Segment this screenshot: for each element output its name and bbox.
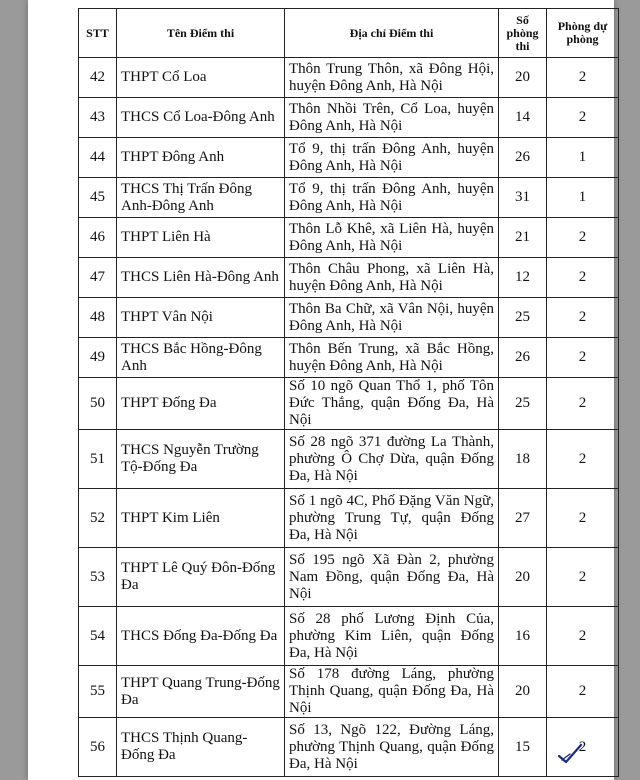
row-site-address: Thôn Châu Phong, xã Liên Hà, huyện Đông Anh, Hà Nội bbox=[285, 258, 499, 298]
row-room-count: 27 bbox=[499, 489, 547, 548]
row-site-address: Số 195 ngõ Xã Đàn 2, phường Nam Đồng, quận Đống Đa, Hà Nội bbox=[285, 548, 499, 607]
row-reserve-count: 2 bbox=[547, 258, 619, 298]
row-room-count: 26 bbox=[499, 138, 547, 178]
row-reserve-count: 2 bbox=[547, 338, 619, 378]
row-stt: 43 bbox=[79, 98, 117, 138]
row-room-count: 18 bbox=[499, 430, 547, 489]
table-row bbox=[79, 548, 619, 607]
exam-site-table bbox=[78, 8, 619, 777]
row-stt: 51 bbox=[79, 430, 117, 489]
row-room-count: 15 bbox=[499, 718, 547, 777]
row-room-count: 21 bbox=[499, 218, 547, 258]
table-row bbox=[79, 98, 619, 138]
row-stt: 53 bbox=[79, 548, 117, 607]
table-row bbox=[79, 218, 619, 258]
row-room-count: 12 bbox=[499, 258, 547, 298]
row-site-name: THPT Vân Nội bbox=[117, 298, 285, 338]
row-site-name: THCS Đống Đa-Đống Đa bbox=[117, 607, 285, 666]
table-row bbox=[79, 178, 619, 218]
row-room-count: 25 bbox=[499, 378, 547, 430]
row-site-name: THCS Thị Trấn Đông Anh-Đông Anh bbox=[117, 178, 285, 218]
row-site-address: Thôn Lỗ Khê, xã Liên Hà, huyện Đông Anh, Hà Nội bbox=[285, 218, 499, 258]
table-row bbox=[79, 298, 619, 338]
table-row bbox=[79, 378, 619, 430]
row-stt: 48 bbox=[79, 298, 117, 338]
row-reserve-count: 2 bbox=[547, 718, 619, 777]
row-room-count: 20 bbox=[499, 548, 547, 607]
row-stt: 47 bbox=[79, 258, 117, 298]
row-stt: 52 bbox=[79, 489, 117, 548]
table-body bbox=[79, 58, 619, 777]
row-reserve-count: 2 bbox=[547, 666, 619, 718]
row-site-address: Thôn Ba Chữ, xã Vân Nội, huyện Đông Anh, Hà Nội bbox=[285, 298, 499, 338]
row-site-address: Tổ 9, thị trấn Đông Anh, huyện Đông Anh, Hà Nội bbox=[285, 138, 499, 178]
header-stt: STT bbox=[79, 9, 117, 58]
row-site-address: Thôn Trung Thôn, xã Đông Hội, huyện Đông Anh, Hà Nội bbox=[285, 58, 499, 98]
row-site-name: THCS Liên Hà-Đông Anh bbox=[117, 258, 285, 298]
row-stt: 44 bbox=[79, 138, 117, 178]
row-reserve-count: 2 bbox=[547, 378, 619, 430]
row-stt: 54 bbox=[79, 607, 117, 666]
row-site-name: THPT Liên Hà bbox=[117, 218, 285, 258]
row-stt: 45 bbox=[79, 178, 117, 218]
table-row bbox=[79, 430, 619, 489]
row-stt: 46 bbox=[79, 218, 117, 258]
row-reserve-count: 2 bbox=[547, 607, 619, 666]
row-room-count: 20 bbox=[499, 58, 547, 98]
header-name: Tên Điểm thi bbox=[117, 9, 285, 58]
table-row bbox=[79, 338, 619, 378]
table-row bbox=[79, 489, 619, 548]
row-reserve-count: 2 bbox=[547, 98, 619, 138]
table-row bbox=[79, 258, 619, 298]
row-stt: 56 bbox=[79, 718, 117, 777]
row-reserve-count: 1 bbox=[547, 178, 619, 218]
row-site-name: THCS Cổ Loa-Đông Anh bbox=[117, 98, 285, 138]
document-page bbox=[28, 0, 614, 780]
row-site-address: Số 1 ngõ 4C, Phố Đặng Văn Ngữ, phường Trung Tự, quận Đống Đa, Hà Nội bbox=[285, 489, 499, 548]
table-row bbox=[79, 138, 619, 178]
row-room-count: 20 bbox=[499, 666, 547, 718]
pen-check-mark-icon bbox=[556, 742, 584, 766]
row-site-name: THPT Đông Anh bbox=[117, 138, 285, 178]
table-row bbox=[79, 666, 619, 718]
row-room-count: 14 bbox=[499, 98, 547, 138]
row-site-name: THCS Nguyễn Trường Tộ-Đống Đa bbox=[117, 430, 285, 489]
row-stt: 55 bbox=[79, 666, 117, 718]
row-site-address: Số 13, Ngõ 122, Đường Láng, phường Thịnh Quang, quận Đống Đa, Hà Nội bbox=[285, 718, 499, 777]
row-site-name: THCS Thịnh Quang-Đống Đa bbox=[117, 718, 285, 777]
row-stt: 42 bbox=[79, 58, 117, 98]
row-site-name: THCS Bắc Hồng-Đông Anh bbox=[117, 338, 285, 378]
row-reserve-count: 2 bbox=[547, 548, 619, 607]
header-reserve: Phòng dự phòng bbox=[547, 9, 619, 58]
row-site-name: THPT Đống Đa bbox=[117, 378, 285, 430]
header-rooms: Số phòng thi bbox=[499, 9, 547, 58]
table-row bbox=[79, 607, 619, 666]
row-room-count: 16 bbox=[499, 607, 547, 666]
row-site-address: Thôn Nhồi Trên, Cổ Loa, huyện Đông Anh, Hà Nội bbox=[285, 98, 499, 138]
row-site-address: Số 10 ngõ Quan Thổ 1, phố Tôn Đức Thắng, quận Đống Đa, Hà Nội bbox=[285, 378, 499, 430]
row-room-count: 31 bbox=[499, 178, 547, 218]
row-site-name: THPT Cổ Loa bbox=[117, 58, 285, 98]
header-address: Địa chỉ Điểm thi bbox=[285, 9, 499, 58]
row-reserve-count: 1 bbox=[547, 138, 619, 178]
row-room-count: 26 bbox=[499, 338, 547, 378]
row-site-name: THPT Lê Quý Đôn-Đống Đa bbox=[117, 548, 285, 607]
table-header-row bbox=[79, 9, 619, 58]
row-reserve-count: 2 bbox=[547, 298, 619, 338]
row-stt: 50 bbox=[79, 378, 117, 430]
row-reserve-count: 2 bbox=[547, 489, 619, 548]
row-site-address: Số 28 phố Lương Định Của, phường Kim Liên, quận Đống Đa, Hà Nội bbox=[285, 607, 499, 666]
row-room-count: 25 bbox=[499, 298, 547, 338]
row-site-address: Tổ 9, thị trấn Đông Anh, huyện Đông Anh, Hà Nội bbox=[285, 178, 499, 218]
row-site-address: Số 178 đường Láng, phường Thịnh Quang, quận Đống Đa, Hà Nội bbox=[285, 666, 499, 718]
row-reserve-count: 2 bbox=[547, 430, 619, 489]
row-site-name: THPT Kim Liên bbox=[117, 489, 285, 548]
table-row bbox=[79, 718, 619, 777]
row-reserve-count: 2 bbox=[547, 218, 619, 258]
row-site-name: THPT Quang Trung-Đống Đa bbox=[117, 666, 285, 718]
row-site-address: Số 28 ngõ 371 đường La Thành, phường Ô Chợ Dừa, quận Đống Đa, Hà Nội bbox=[285, 430, 499, 489]
row-site-address: Thôn Bến Trung, xã Bắc Hồng, huyện Đông Anh, Hà Nội bbox=[285, 338, 499, 378]
row-stt: 49 bbox=[79, 338, 117, 378]
table-row bbox=[79, 58, 619, 98]
row-reserve-count: 2 bbox=[547, 58, 619, 98]
